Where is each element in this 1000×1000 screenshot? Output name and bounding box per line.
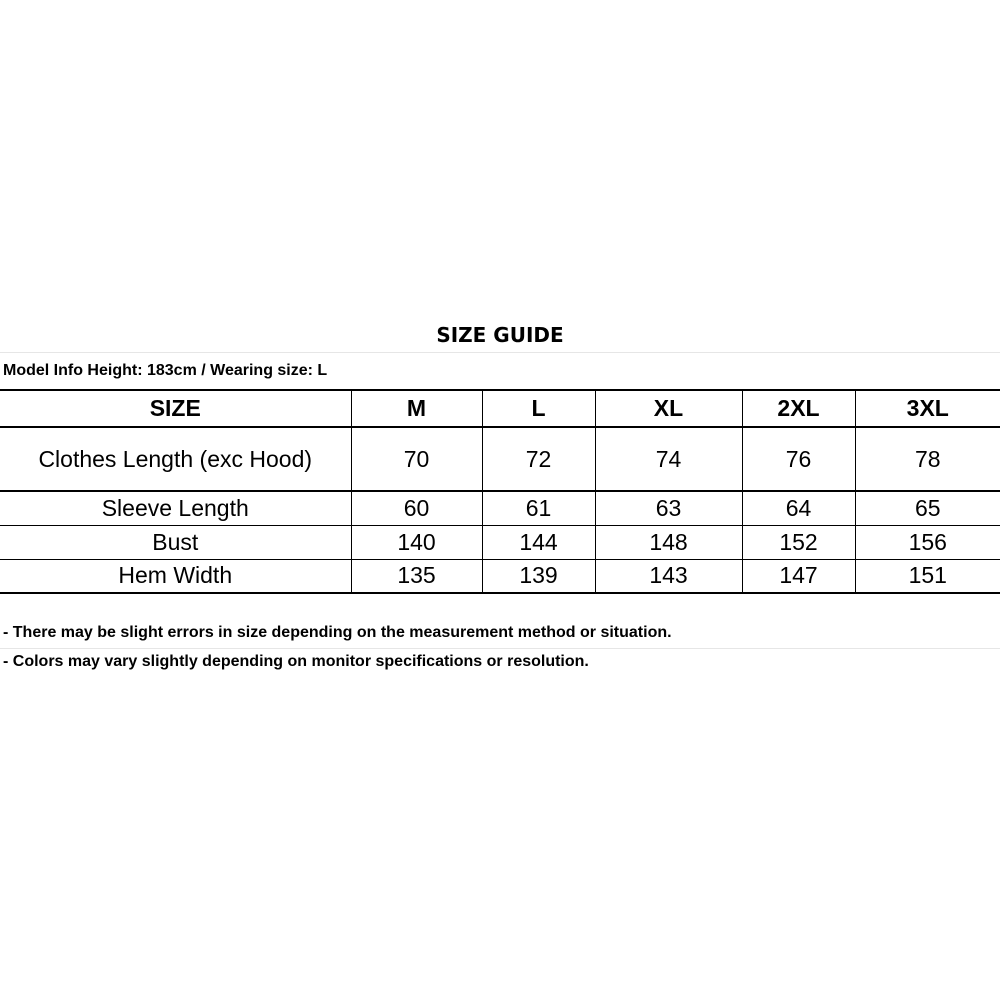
row-label: Clothes Length (exc Hood): [0, 427, 351, 491]
table-cell: 135: [351, 559, 482, 593]
header-cell-xl: XL: [595, 390, 742, 427]
table-cell: 148: [595, 525, 742, 559]
table-cell: 64: [742, 491, 855, 525]
table-row: [0, 559, 1000, 593]
divider: [0, 648, 1000, 649]
table-header-row: [0, 390, 1000, 427]
header-cell-l: L: [482, 390, 595, 427]
table-cell: 76: [742, 427, 855, 491]
table-cell: 63: [595, 491, 742, 525]
size-table: [0, 389, 1000, 594]
table-cell: 72: [482, 427, 595, 491]
header-cell-size: SIZE: [0, 390, 351, 427]
table-cell: 156: [855, 525, 1000, 559]
note-colors: - Colors may vary slightly depending on monitor specifications or resolution.: [3, 653, 589, 670]
table-cell: 61: [482, 491, 595, 525]
table-row: [0, 525, 1000, 559]
row-label: Bust: [0, 525, 351, 559]
table-cell: 139: [482, 559, 595, 593]
table-cell: 78: [855, 427, 1000, 491]
table-cell: 140: [351, 525, 482, 559]
table-row: [0, 491, 1000, 525]
table-cell: 74: [595, 427, 742, 491]
header-cell-m: M: [351, 390, 482, 427]
table-row: [0, 427, 1000, 491]
row-label: Hem Width: [0, 559, 351, 593]
table-cell: 147: [742, 559, 855, 593]
table-cell: 143: [595, 559, 742, 593]
table-cell: 152: [742, 525, 855, 559]
header-cell-3xl: 3XL: [855, 390, 1000, 427]
table-cell: 151: [855, 559, 1000, 593]
table-cell: 60: [351, 491, 482, 525]
row-label: Sleeve Length: [0, 491, 351, 525]
page-title: SIZE GUIDE: [436, 323, 564, 347]
header-cell-2xl: 2XL: [742, 390, 855, 427]
divider: [0, 352, 1000, 353]
model-info: Model Info Height: 183cm / Wearing size: L: [3, 362, 328, 379]
table-cell: 144: [482, 525, 595, 559]
note-measurement: - There may be slight errors in size depending on the measurement method or situation.: [3, 624, 672, 641]
table-cell: 65: [855, 491, 1000, 525]
table-cell: 70: [351, 427, 482, 491]
